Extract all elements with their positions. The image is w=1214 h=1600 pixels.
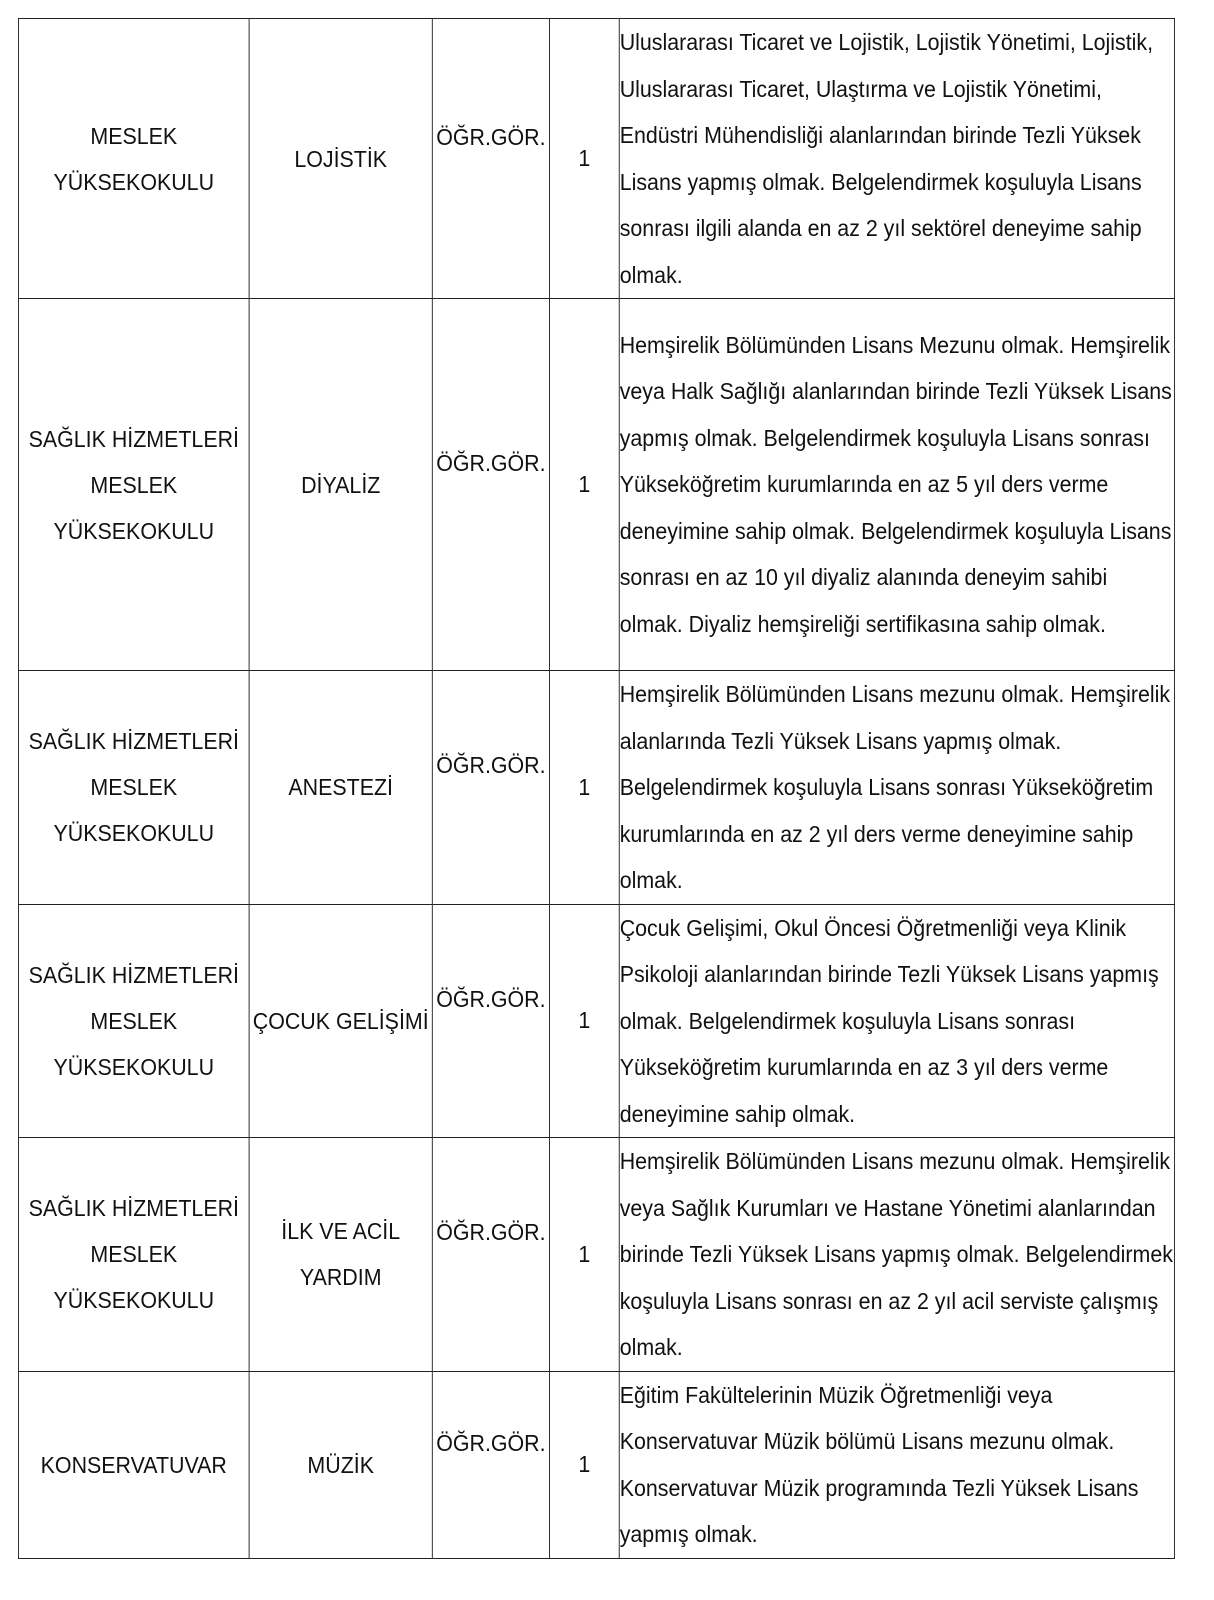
position-count: 1 [578,1240,591,1267]
title-cell [432,1138,549,1372]
position-count: 1 [578,1007,591,1034]
table-row [18,19,1174,299]
requirements-text: Hemşirelik Bölümünden Lisans mezunu olmak. Hemşirelik alanlarında Tezli Yüksek Lisans yapmış olmak. Belgelendirmek koşuluyla Lisans sonrası Yükseköğretim kurumlarında en az 2 yıl ders verme deneyimine sahip olmak. [619,681,1171,893]
department-cell [249,1371,432,1558]
title-cell [432,19,549,299]
department-cell [249,904,432,1138]
table-row [18,904,1174,1138]
department-cell [249,671,432,905]
requirements-cell [619,1138,1174,1372]
table-row [18,299,1174,671]
unit-cell [18,1371,249,1558]
requirements-cell [619,904,1174,1138]
unit-name: SAĞLIK HİZMETLERİ MESLEK YÜKSEKOKULU [28,728,239,847]
unit-cell [18,19,249,299]
position-title: ÖĞR.GÖR. [436,449,546,476]
title-cell [432,1371,549,1558]
position-count: 1 [578,1451,591,1477]
title-cell [432,299,549,671]
department-name: MÜZİK [307,1451,374,1478]
unit-name: KONSERVATUVAR [40,1451,227,1478]
position-count: 1 [578,145,591,171]
requirements-text: Hemşirelik Bölümünden Lisans mezunu olmak. Hemşirelik veya Sağlık Kurumları ve Hastane Yönetimi alanlarından birinde Tezli Yüksek Lisans yapmış olmak. Belgelendirmek koşuluyla Lisans sonrası en az 2 yıl acil serviste çalışmış olmak. [619,1148,1173,1360]
title-cell [432,904,549,1138]
position-title: ÖĞR.GÖR. [436,985,546,1012]
count-cell [549,1138,619,1372]
table-row [18,1138,1174,1372]
position-title: ÖĞR.GÖR. [436,1219,546,1246]
count-cell [549,671,619,905]
department-cell [249,299,432,671]
department-name: LOJİSTİK [294,145,388,172]
count-cell [549,19,619,299]
position-title: ÖĞR.GÖR. [436,123,546,150]
unit-cell [18,904,249,1138]
unit-cell [18,299,249,671]
department-name: ÇOCUK GELİŞİMİ [252,1007,429,1034]
title-cell [432,671,549,905]
count-cell [549,299,619,671]
requirements-text: Çocuk Gelişimi, Okul Öncesi Öğretmenliği veya Klinik Psikoloji alanlarından birinde Tezli Yüksek Lisans yapmış olmak. Belgelendirmek koşuluyla Lisans sonrası Yükseköğretim kurumlarında en az 3 yıl ders verme deneyimine sahip olmak. [619,914,1159,1127]
department-cell [249,19,432,299]
unit-name: SAĞLIK HİZMETLERİ MESLEK YÜKSEKOKULU [28,425,239,544]
requirements-text: Hemşirelik Bölümünden Lisans Mezunu olmak. Hemşirelik veya Halk Sağlığı alanlarından birinde Tezli Yüksek Lisans yapmış olmak. Belgelendirmek koşuluyla Lisans sonrası Yükseköğretim kurumlarında en az 5 yıl ders verme deneyimine sahip olmak. Belgelendirmek koşuluyla Lisans sonrası en az 10 yıl diyaliz alanında deneyim sahibi olmak. Diyaliz hemşireliği sertifikasına sahip olmak. [619,331,1172,637]
faculty-positions-table [18,18,1175,1559]
unit-name: SAĞLIK HİZMETLERİ MESLEK YÜKSEKOKULU [28,961,239,1080]
unit-name: MESLEK YÜKSEKOKULU [53,122,215,195]
requirements-text: Uluslararası Ticaret ve Lojistik, Lojistik Yönetimi, Lojistik, Uluslararası Ticaret, Ulaştırma ve Lojistik Yönetimi, Endüstri Mühendisliği alanlarından birinde Tezli Yüksek Lisans yapmış olmak. Belgelendirmek koşuluyla Lisans sonrası ilgili alanda en az 2 yıl sektörel deneyime sahip olmak. [619,29,1154,288]
requirements-cell [619,19,1174,299]
count-cell [549,1371,619,1558]
department-name: DİYALİZ [301,471,381,498]
department-cell [249,1138,432,1372]
requirements-cell [619,299,1174,671]
count-cell [549,904,619,1138]
unit-cell [18,671,249,905]
department-name: ANESTEZİ [288,774,394,801]
unit-cell [18,1138,249,1372]
department-name: İLK VE ACİL YARDIM [281,1218,401,1291]
table-row [18,671,1174,905]
requirements-text: Eğitim Fakültelerinin Müzik Öğretmenliği veya Konservatuvar Müzik bölümü Lisans mezunu olmak. Konservatuvar Müzik programında Tezli Yüksek Lisans yapmış olmak. [619,1381,1139,1547]
position-count: 1 [578,773,591,800]
position-count: 1 [578,471,591,497]
requirements-cell [619,671,1174,905]
position-title: ÖĞR.GÖR. [436,752,546,779]
unit-name: SAĞLIK HİZMETLERİ MESLEK YÜKSEKOKULU [28,1195,239,1314]
requirements-cell [619,1371,1174,1558]
position-title: ÖĞR.GÖR. [436,1429,546,1456]
table-row [18,1371,1174,1558]
